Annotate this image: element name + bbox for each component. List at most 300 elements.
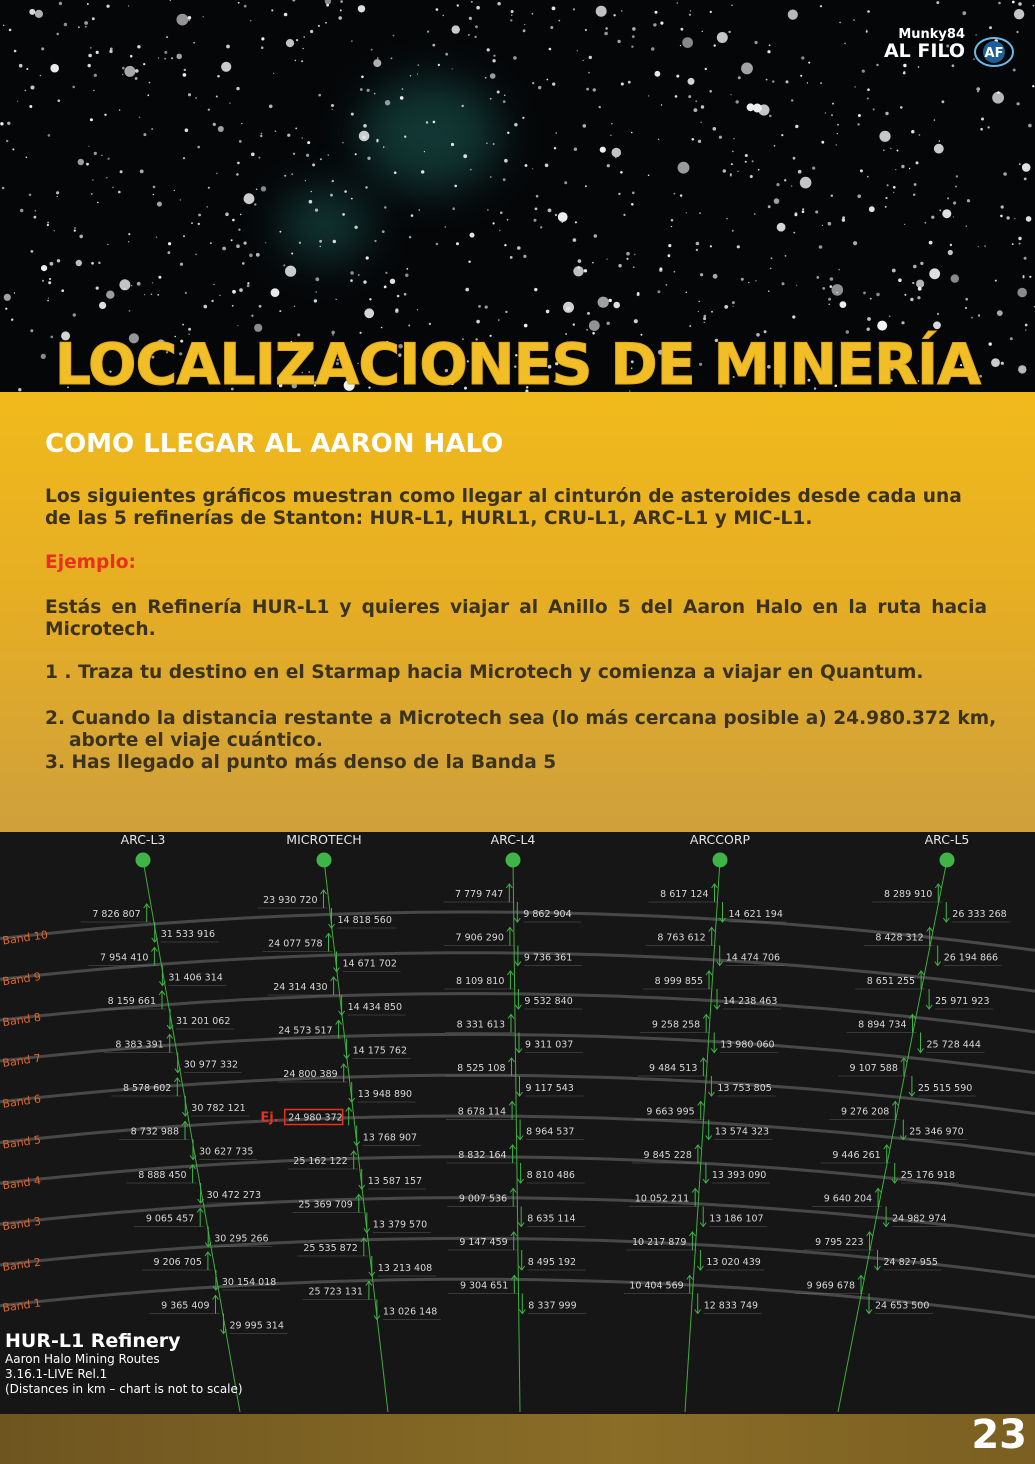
- band-label: Band 4: [1, 1174, 42, 1193]
- star: [951, 274, 959, 282]
- star: [981, 118, 984, 121]
- star: [156, 237, 157, 238]
- star: [94, 74, 97, 77]
- step-1: 1 . Traza tu destino en el Starmap hacia Microtech y comienza a viajar en Quantum.: [45, 662, 924, 683]
- star: [333, 240, 336, 243]
- star: [88, 64, 91, 67]
- star: [800, 177, 812, 189]
- star: [863, 292, 866, 295]
- band-label: Band 3: [1, 1214, 42, 1234]
- star: [374, 240, 376, 242]
- star: [280, 231, 282, 233]
- star: [600, 147, 606, 153]
- star: [57, 259, 60, 262]
- star: [730, 94, 731, 95]
- distance-value-right: 30 472 273: [206, 1190, 262, 1201]
- star: [74, 230, 76, 232]
- star: [758, 169, 760, 171]
- star: [903, 71, 905, 73]
- star: [547, 312, 548, 313]
- star: [1017, 102, 1020, 105]
- star: [567, 307, 571, 311]
- distance-value-left: 8 763 612: [657, 932, 706, 944]
- star: [696, 249, 698, 251]
- star: [424, 151, 425, 152]
- star: [316, 291, 317, 292]
- star: [637, 293, 640, 296]
- star: [552, 83, 555, 86]
- star: [998, 2, 1001, 5]
- star: [279, 310, 281, 312]
- star: [340, 9, 342, 11]
- band-label: Band 8: [1, 1010, 42, 1030]
- star: [487, 209, 488, 210]
- distance-value-right: 30 295 266: [214, 1233, 269, 1245]
- star: [980, 128, 983, 131]
- star: [381, 327, 383, 329]
- star: [752, 160, 754, 162]
- star: [967, 199, 970, 202]
- star: [485, 306, 488, 309]
- star: [655, 11, 658, 14]
- star: [688, 78, 695, 85]
- star: [232, 290, 236, 294]
- star: [796, 285, 797, 286]
- star: [950, 244, 952, 246]
- star: [1025, 324, 1028, 327]
- star: [617, 40, 620, 43]
- star: [781, 134, 783, 136]
- star: [452, 25, 460, 33]
- star: [660, 22, 663, 25]
- star: [238, 229, 240, 231]
- star: [90, 118, 93, 121]
- star: [766, 79, 768, 81]
- star: [221, 62, 231, 72]
- star: [183, 73, 187, 77]
- star: [585, 185, 587, 187]
- star: [792, 315, 795, 318]
- star: [524, 24, 525, 25]
- star: [885, 197, 887, 199]
- star: [593, 88, 596, 91]
- star: [314, 299, 317, 302]
- distance-value-left: 8 289 910: [883, 889, 933, 900]
- star: [1003, 172, 1007, 176]
- star: [758, 104, 769, 115]
- star: [56, 33, 59, 36]
- star: [168, 242, 171, 245]
- star: [213, 123, 216, 126]
- star: [385, 100, 390, 105]
- star: [500, 211, 503, 214]
- star: [364, 308, 374, 318]
- star: [733, 138, 734, 139]
- brand-author: Munky84: [898, 27, 965, 42]
- star: [19, 64, 23, 68]
- star: [236, 173, 239, 176]
- star: [812, 167, 815, 170]
- star: [293, 153, 295, 155]
- star: [158, 57, 159, 58]
- star: [615, 157, 617, 159]
- star: [287, 134, 290, 137]
- band-label: Band 9: [1, 970, 42, 989]
- star: [728, 31, 730, 33]
- star: [384, 286, 387, 289]
- star: [674, 193, 676, 195]
- star: [31, 86, 35, 90]
- distance-value-right: 13 379 570: [372, 1219, 428, 1231]
- star: [914, 183, 917, 186]
- star: [463, 154, 467, 158]
- star: [250, 20, 251, 21]
- star: [798, 170, 802, 174]
- star: [741, 63, 753, 75]
- star: [525, 164, 528, 167]
- route-origin-dot: [136, 853, 151, 868]
- star: [777, 223, 786, 232]
- star: [408, 325, 410, 327]
- star: [25, 90, 27, 92]
- star: [94, 152, 97, 155]
- star: [719, 136, 722, 139]
- star: [554, 147, 556, 149]
- star: [286, 39, 294, 47]
- distance-value-right: 8 635 114: [527, 1213, 576, 1225]
- star: [128, 5, 129, 6]
- distance-value-left: 9 845 228: [643, 1150, 692, 1161]
- star: [239, 140, 242, 143]
- star: [164, 51, 167, 54]
- distance-value-left: 9 304 651: [459, 1280, 509, 1292]
- star: [493, 222, 495, 224]
- star: [203, 16, 204, 17]
- star: [737, 245, 740, 248]
- footer-bar: [0, 1414, 1035, 1464]
- star: [331, 104, 334, 107]
- distance-value-left: 7 906 290: [455, 932, 504, 944]
- star: [350, 271, 354, 275]
- star: [837, 133, 838, 134]
- star: [698, 311, 699, 312]
- distance-value-right: 9 311 037: [525, 1039, 574, 1051]
- star: [620, 171, 623, 174]
- star: [367, 89, 370, 92]
- star: [1017, 288, 1027, 298]
- page-number: 23: [971, 1412, 1027, 1458]
- star: [904, 294, 906, 296]
- distance-value-right: 13 026 148: [382, 1306, 438, 1318]
- star: [485, 77, 487, 79]
- star: [692, 138, 695, 141]
- star: [776, 183, 779, 186]
- star: [578, 259, 582, 263]
- star: [239, 288, 243, 292]
- distance-value-left: 9 969 678: [806, 1280, 855, 1292]
- star: [939, 210, 941, 212]
- distance-value-left: 25 369 709: [298, 1199, 353, 1211]
- star: [904, 224, 905, 225]
- star: [748, 282, 749, 283]
- band-label: Band 5: [1, 1133, 42, 1152]
- star: [564, 181, 567, 184]
- star: [867, 88, 870, 91]
- distance-value-left: 9 007 536: [458, 1193, 508, 1205]
- star: [548, 209, 552, 213]
- distance-value-right: 24 653 500: [875, 1300, 930, 1312]
- star: [917, 296, 920, 299]
- star: [682, 37, 693, 48]
- star: [188, 16, 192, 20]
- star: [747, 103, 755, 111]
- route-title: ARCCORP: [689, 832, 751, 847]
- star: [838, 269, 840, 271]
- star: [254, 203, 256, 205]
- star: [573, 8, 575, 10]
- star: [490, 176, 492, 178]
- distance-value-right: 14 621 194: [728, 909, 783, 920]
- star: [247, 282, 249, 284]
- star: [9, 29, 12, 32]
- star: [275, 130, 277, 132]
- star: [723, 169, 726, 172]
- star: [107, 244, 108, 245]
- star: [632, 27, 636, 31]
- star: [699, 212, 701, 214]
- star: [342, 213, 345, 216]
- star: [232, 305, 234, 307]
- star: [821, 141, 824, 144]
- star: [369, 298, 371, 300]
- star: [54, 230, 55, 231]
- star: [701, 105, 704, 108]
- star: [310, 30, 313, 33]
- star: [700, 122, 702, 124]
- star: [1000, 215, 1003, 218]
- star: [124, 288, 126, 290]
- star: [216, 173, 218, 175]
- star: [507, 219, 509, 221]
- star: [48, 298, 49, 299]
- distance-value-right: 8 495 192: [527, 1257, 577, 1268]
- star: [822, 287, 825, 290]
- star: [180, 263, 183, 266]
- star: [592, 262, 594, 264]
- star: [325, 0, 331, 5]
- star: [436, 8, 439, 11]
- star: [634, 254, 635, 255]
- star: [493, 143, 495, 145]
- distance-value-right: 25 728 444: [926, 1039, 981, 1051]
- star: [29, 105, 32, 108]
- star: [56, 191, 59, 194]
- star: [193, 42, 195, 44]
- star: [236, 87, 239, 90]
- star: [661, 104, 662, 105]
- star: [118, 191, 121, 194]
- star: [351, 198, 353, 200]
- star: [256, 253, 260, 257]
- star: [893, 192, 894, 193]
- star: [260, 135, 262, 137]
- star: [261, 37, 264, 40]
- star: [195, 97, 197, 99]
- star: [583, 60, 584, 61]
- star: [955, 186, 957, 188]
- distance-value-left: 9 107 588: [849, 1063, 898, 1074]
- logo-text: AF: [984, 46, 1004, 61]
- star: [149, 82, 151, 84]
- star: [273, 73, 274, 74]
- star: [992, 92, 1004, 104]
- star: [143, 63, 145, 65]
- distance-value-right: 30 782 121: [191, 1103, 246, 1114]
- star: [916, 280, 924, 288]
- star: [694, 108, 698, 112]
- star: [844, 43, 845, 44]
- star: [947, 197, 949, 199]
- star: [532, 168, 533, 169]
- star: [793, 232, 795, 234]
- star: [271, 9, 273, 11]
- star: [713, 274, 718, 279]
- instructions-panel: [0, 392, 1035, 832]
- distance-value-right: 13 768 907: [362, 1132, 418, 1144]
- star: [788, 10, 798, 20]
- star: [830, 277, 834, 281]
- star: [830, 285, 833, 288]
- star: [4, 294, 11, 301]
- star: [842, 216, 845, 219]
- star: [332, 180, 334, 182]
- distance-value-right: 14 818 560: [337, 915, 392, 926]
- star: [867, 176, 869, 178]
- star: [137, 45, 140, 48]
- star: [978, 246, 979, 247]
- star: [292, 0, 295, 2]
- star: [546, 79, 548, 81]
- star: [106, 291, 114, 299]
- route-origin-dot: [506, 853, 521, 868]
- distance-value-left: 8 428 312: [875, 932, 924, 944]
- distance-value-right: 31 201 062: [176, 1016, 231, 1027]
- distance-value-left: 10 217 879: [631, 1237, 687, 1248]
- star: [11, 319, 13, 321]
- star: [897, 150, 899, 152]
- star: [561, 221, 563, 223]
- star: [410, 75, 411, 76]
- star: [394, 171, 397, 174]
- star: [831, 195, 833, 197]
- distance-value-right: 12 833 749: [703, 1300, 759, 1312]
- star: [57, 196, 58, 197]
- star: [358, 5, 365, 12]
- star: [1019, 243, 1021, 245]
- star: [574, 148, 577, 151]
- routes-chart: [0, 832, 1035, 1414]
- star: [1001, 205, 1004, 208]
- distance-value-right: 14 671 702: [342, 958, 397, 970]
- star: [469, 17, 472, 20]
- distance-value-left: 9 795 223: [815, 1237, 864, 1248]
- star: [698, 301, 700, 303]
- star: [377, 57, 378, 58]
- distance-value-right: 8 810 486: [526, 1170, 575, 1181]
- star: [328, 154, 329, 155]
- star: [869, 206, 875, 212]
- star: [876, 293, 880, 297]
- star: [939, 140, 940, 141]
- star: [1028, 124, 1032, 128]
- star: [937, 313, 939, 315]
- star: [195, 254, 196, 255]
- star: [791, 99, 793, 101]
- star: [912, 282, 914, 284]
- star: [690, 10, 691, 11]
- star: [795, 125, 798, 128]
- star: [678, 162, 690, 174]
- star: [465, 288, 469, 292]
- star: [391, 57, 393, 59]
- distance-value-right: 13 948 890: [357, 1089, 413, 1100]
- star: [470, 169, 472, 171]
- star: [786, 80, 789, 83]
- star: [877, 321, 887, 331]
- star: [261, 186, 266, 191]
- star: [925, 222, 927, 224]
- legend-line-2: 3.16.1-LIVE Rel.1: [5, 1367, 108, 1381]
- star: [892, 269, 896, 273]
- star: [249, 254, 253, 258]
- distance-value-left: 9 147 459: [459, 1237, 508, 1248]
- star: [784, 179, 786, 181]
- star: [745, 154, 748, 157]
- star: [12, 148, 14, 150]
- star: [1024, 178, 1027, 181]
- star: [738, 76, 741, 79]
- distance-value-right: 31 533 916: [160, 929, 216, 940]
- star: [711, 311, 713, 313]
- star: [668, 244, 671, 247]
- band-label: Band 10: [1, 928, 49, 948]
- star: [2, 187, 5, 190]
- star: [596, 6, 607, 17]
- star: [492, 59, 495, 62]
- star: [666, 284, 668, 286]
- distance-value-right: 30 627 735: [199, 1146, 254, 1158]
- star: [342, 142, 344, 144]
- diagram-legend: [5, 1330, 243, 1397]
- star: [978, 315, 980, 317]
- star: [471, 1, 473, 3]
- star: [320, 158, 322, 160]
- distance-value-right: 13 753 805: [717, 1083, 772, 1094]
- star: [651, 47, 655, 51]
- star: [534, 219, 537, 222]
- star: [909, 168, 910, 169]
- star: [832, 103, 834, 105]
- star: [730, 173, 732, 175]
- example-marker: Ej.: [260, 1110, 279, 1126]
- star: [710, 245, 712, 247]
- distance-value-left: 9 258 258: [651, 1019, 701, 1031]
- star: [358, 274, 360, 276]
- star: [98, 262, 101, 265]
- distance-value-right: 25 346 970: [909, 1126, 964, 1138]
- star: [653, 23, 656, 26]
- band-label: Band 7: [1, 1051, 42, 1070]
